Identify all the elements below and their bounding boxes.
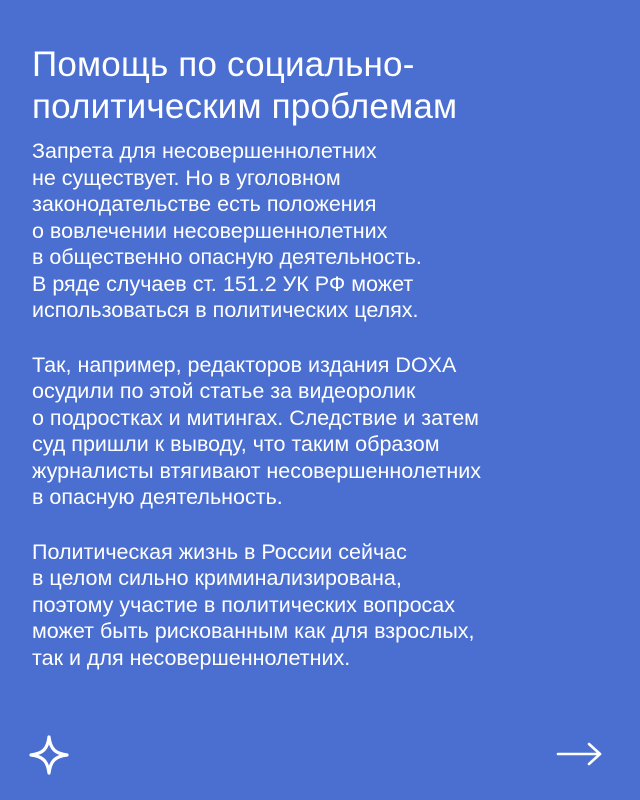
text-line: о вовлечении несовершеннолетних [32, 218, 388, 243]
text-line: суд пришли к выводу, что таким образом [32, 432, 440, 456]
title-line: политическим проблемам [32, 87, 458, 126]
page-title [32, 44, 622, 128]
text-line: законодательстве есть положения [32, 192, 377, 216]
arrow-right-icon[interactable] [556, 740, 604, 768]
text-line: журналисты втягивают несовершеннолетних [32, 458, 481, 483]
text-line: не существует. Но в уголовном [32, 165, 341, 190]
paragraph-1 [32, 138, 632, 324]
text-line: Так, например, редакторов издания DOXA [32, 352, 457, 377]
text-line: В ряде случаев ст. 151.2 УК РФ может [32, 271, 414, 296]
text-line: может быть рискованным как для взрослых, [32, 619, 475, 643]
text-line: осудили по этой статье за видеоролик [32, 379, 416, 403]
text-line: в общественно опасную деятельность. [32, 245, 422, 269]
text-line: в опасную деятельность. [32, 485, 283, 509]
text-line: в целом сильно криминализирована, [32, 566, 402, 590]
sparkle-logo-icon [28, 734, 70, 776]
text-line: о подростках и митингах. Следствие и затем [32, 405, 479, 430]
text-line: Политическая жизнь в России сейчас [32, 539, 407, 564]
body-text [32, 138, 632, 699]
text-line: поэтому участие в политических вопросах [32, 592, 455, 617]
text-line: так и для несовершеннолетних. [32, 645, 351, 670]
title-line: Помощь по социально- [32, 45, 415, 84]
text-line: Запрета для несовершеннолетних [32, 139, 377, 163]
paragraph-2 [32, 352, 632, 511]
paragraph-3 [32, 539, 632, 672]
text-line: использоваться в политических целях. [32, 298, 419, 322]
